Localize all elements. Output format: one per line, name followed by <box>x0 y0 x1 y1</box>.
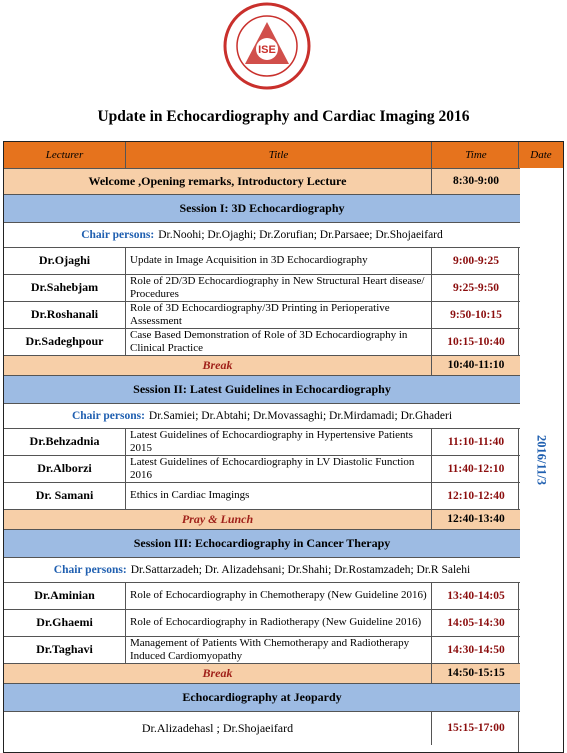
talk-time: 14:30-14:50 <box>447 643 505 656</box>
talk-row <box>4 455 520 482</box>
talk-time: 9:50-10:15 <box>450 308 502 321</box>
talk-time: 10:15-10:40 <box>447 335 505 348</box>
schedule-table <box>3 141 564 753</box>
chair-label: Chair persons: <box>81 228 155 241</box>
lecturer-name: Dr. Samani <box>4 482 126 509</box>
session-title: Echocardiography at Jeopardy <box>182 689 342 704</box>
talk-time: 12:10-12:40 <box>447 489 505 502</box>
talk-title: Ethics in Cardiac Imagings <box>126 482 432 509</box>
header-title: Title <box>126 142 432 168</box>
row-divider <box>4 274 520 275</box>
row-divider <box>4 529 520 530</box>
talk-time: 9:00-9:25 <box>453 254 499 267</box>
break-row <box>4 355 520 375</box>
table-header-row <box>4 142 520 168</box>
chair-persons <box>4 403 520 428</box>
talk-time: 11:40-12:10 <box>447 462 505 475</box>
lecturer-name: Dr.Behzadnia <box>4 428 126 455</box>
break-label: Pray & Lunch <box>4 509 432 529</box>
row-time: 8:30-9:00 <box>453 175 499 187</box>
chair-persons <box>4 557 520 582</box>
row-divider <box>4 428 520 429</box>
talk-title: Management of Patients With Chemotherapy and Radiotherapy Induced Cardiomyopathy <box>126 636 432 663</box>
lecturer-name: Dr.Ghaemi <box>4 609 126 636</box>
row-divider <box>4 482 520 483</box>
chair-names: Dr.Sattarzadeh; Dr. Alizadehsani; Dr.Shahi; Dr.Rostamzadeh; Dr.R Salehi <box>130 563 471 576</box>
header-date: Date <box>518 142 563 168</box>
header-time: Time <box>465 149 487 161</box>
row-divider <box>4 194 520 195</box>
page-title: Update in Echocardiography and Cardiac Imaging 2016 <box>97 108 470 125</box>
row-divider <box>4 582 520 583</box>
talk-row <box>4 247 520 274</box>
chair-label: Chair persons: <box>71 409 145 422</box>
jeopardy-time: 15:15-17:00 <box>447 722 505 734</box>
talk-title: Role of Echocardiography in Radiotherapy (New Guideline 2016) <box>126 609 432 636</box>
talk-time: 13:40-14:05 <box>447 589 505 602</box>
opening-row <box>4 168 520 194</box>
chair-persons <box>4 222 520 247</box>
chair-label: Chair persons: <box>53 563 127 576</box>
date-column <box>518 168 563 752</box>
session-row <box>4 683 520 711</box>
lecturer-name: Dr.Alborzi <box>4 455 126 482</box>
row-divider <box>4 636 520 637</box>
row-divider <box>4 403 520 404</box>
row-divider <box>4 247 520 248</box>
chair-names: Dr.Samiei; Dr.Abtahi; Dr.Movassaghi; Dr.Mirdamadi; Dr.Ghaderi <box>148 409 453 422</box>
ise-logo <box>219 2 315 90</box>
chair-persons-row <box>4 557 520 582</box>
jeopardy-speakers: Dr.Alizadehasl ; Dr.Shojaeifard <box>4 711 432 745</box>
session-title: Session III: Echocardiography in Cancer Therapy <box>133 535 391 550</box>
session-title: Session I: 3D Echocardiography <box>179 200 345 215</box>
talk-title: Role of 3D Echocardiography/3D Printing in Perioperative Assessment <box>126 301 432 328</box>
row-divider <box>4 683 520 684</box>
event-date: 2016/11/3 <box>534 434 549 486</box>
chair-persons-row <box>4 403 520 428</box>
lecturer-name: Dr.Ojaghi <box>4 247 126 274</box>
talk-row <box>4 328 520 355</box>
row-divider <box>4 222 520 223</box>
session-row <box>4 375 520 403</box>
row-divider <box>4 711 520 712</box>
talk-title: Latest Guidelines of Echocardiography in Hypertensive Patients 2015 <box>126 428 432 455</box>
row-divider <box>4 168 520 169</box>
talk-title: Case Based Demonstration of Role of 3D Echocardiography in Clinical Practice <box>126 328 432 355</box>
talk-title: Latest Guidelines of Echocardiography in LV Diastolic Function 2016 <box>126 455 432 482</box>
session-title: Session II: Latest Guidelines in Echocardiography <box>133 381 391 396</box>
logo-center-text: ISE <box>258 44 276 56</box>
talk-row <box>4 301 520 328</box>
talk-title: Role of Echocardiography in Chemotherapy (New Guideline 2016) <box>126 582 432 609</box>
chair-names: Dr.Noohi; Dr.Ojaghi; Dr.Zorufian; Dr.Parsaee; Dr.Shojaeifard <box>158 228 443 241</box>
talk-row <box>4 582 520 609</box>
lecturer-name: Dr.Sahebjam <box>4 274 126 301</box>
row-divider <box>4 663 520 664</box>
talk-title: Update in Image Acquisition in 3D Echocardiography <box>126 247 432 274</box>
break-time: 14:50-15:15 <box>447 667 505 679</box>
talk-row <box>4 274 520 301</box>
lecturer-name: Dr.Roshanali <box>4 301 126 328</box>
talk-row <box>4 482 520 509</box>
talk-title: Role of 2D/3D Echocardiography in New Structural Heart disease/ Procedures <box>126 274 432 301</box>
talk-row <box>4 428 520 455</box>
lecturer-name: Dr.Aminian <box>4 582 126 609</box>
talk-row <box>4 609 520 636</box>
talk-time: 14:05-14:30 <box>447 616 505 629</box>
break-label: Break <box>4 355 432 375</box>
row-text: Welcome ,Opening remarks, Introductory Lecture <box>4 168 432 194</box>
row-divider <box>4 609 520 610</box>
lecturer-name: Dr.Sadeghpour <box>4 328 126 355</box>
talk-time: 11:10-11:40 <box>447 435 505 448</box>
row-divider <box>4 375 520 376</box>
break-time: 10:40-11:10 <box>447 359 505 371</box>
break-label: Break <box>4 663 432 683</box>
lecturer-name: Dr.Taghavi <box>4 636 126 663</box>
jeopardy-row <box>4 711 520 745</box>
row-divider <box>4 455 520 456</box>
row-divider <box>4 328 520 329</box>
chair-persons-row <box>4 222 520 247</box>
talk-row <box>4 636 520 663</box>
row-divider <box>4 557 520 558</box>
session-row <box>4 194 520 222</box>
talk-time: 9:25-9:50 <box>453 281 499 294</box>
row-divider <box>4 355 520 356</box>
header-lecturer: Lecturer <box>4 142 126 168</box>
break-row <box>4 509 520 529</box>
break-time: 12:40-13:40 <box>447 513 505 525</box>
session-row <box>4 529 520 557</box>
row-divider <box>4 301 520 302</box>
break-row <box>4 663 520 683</box>
row-divider <box>4 509 520 510</box>
